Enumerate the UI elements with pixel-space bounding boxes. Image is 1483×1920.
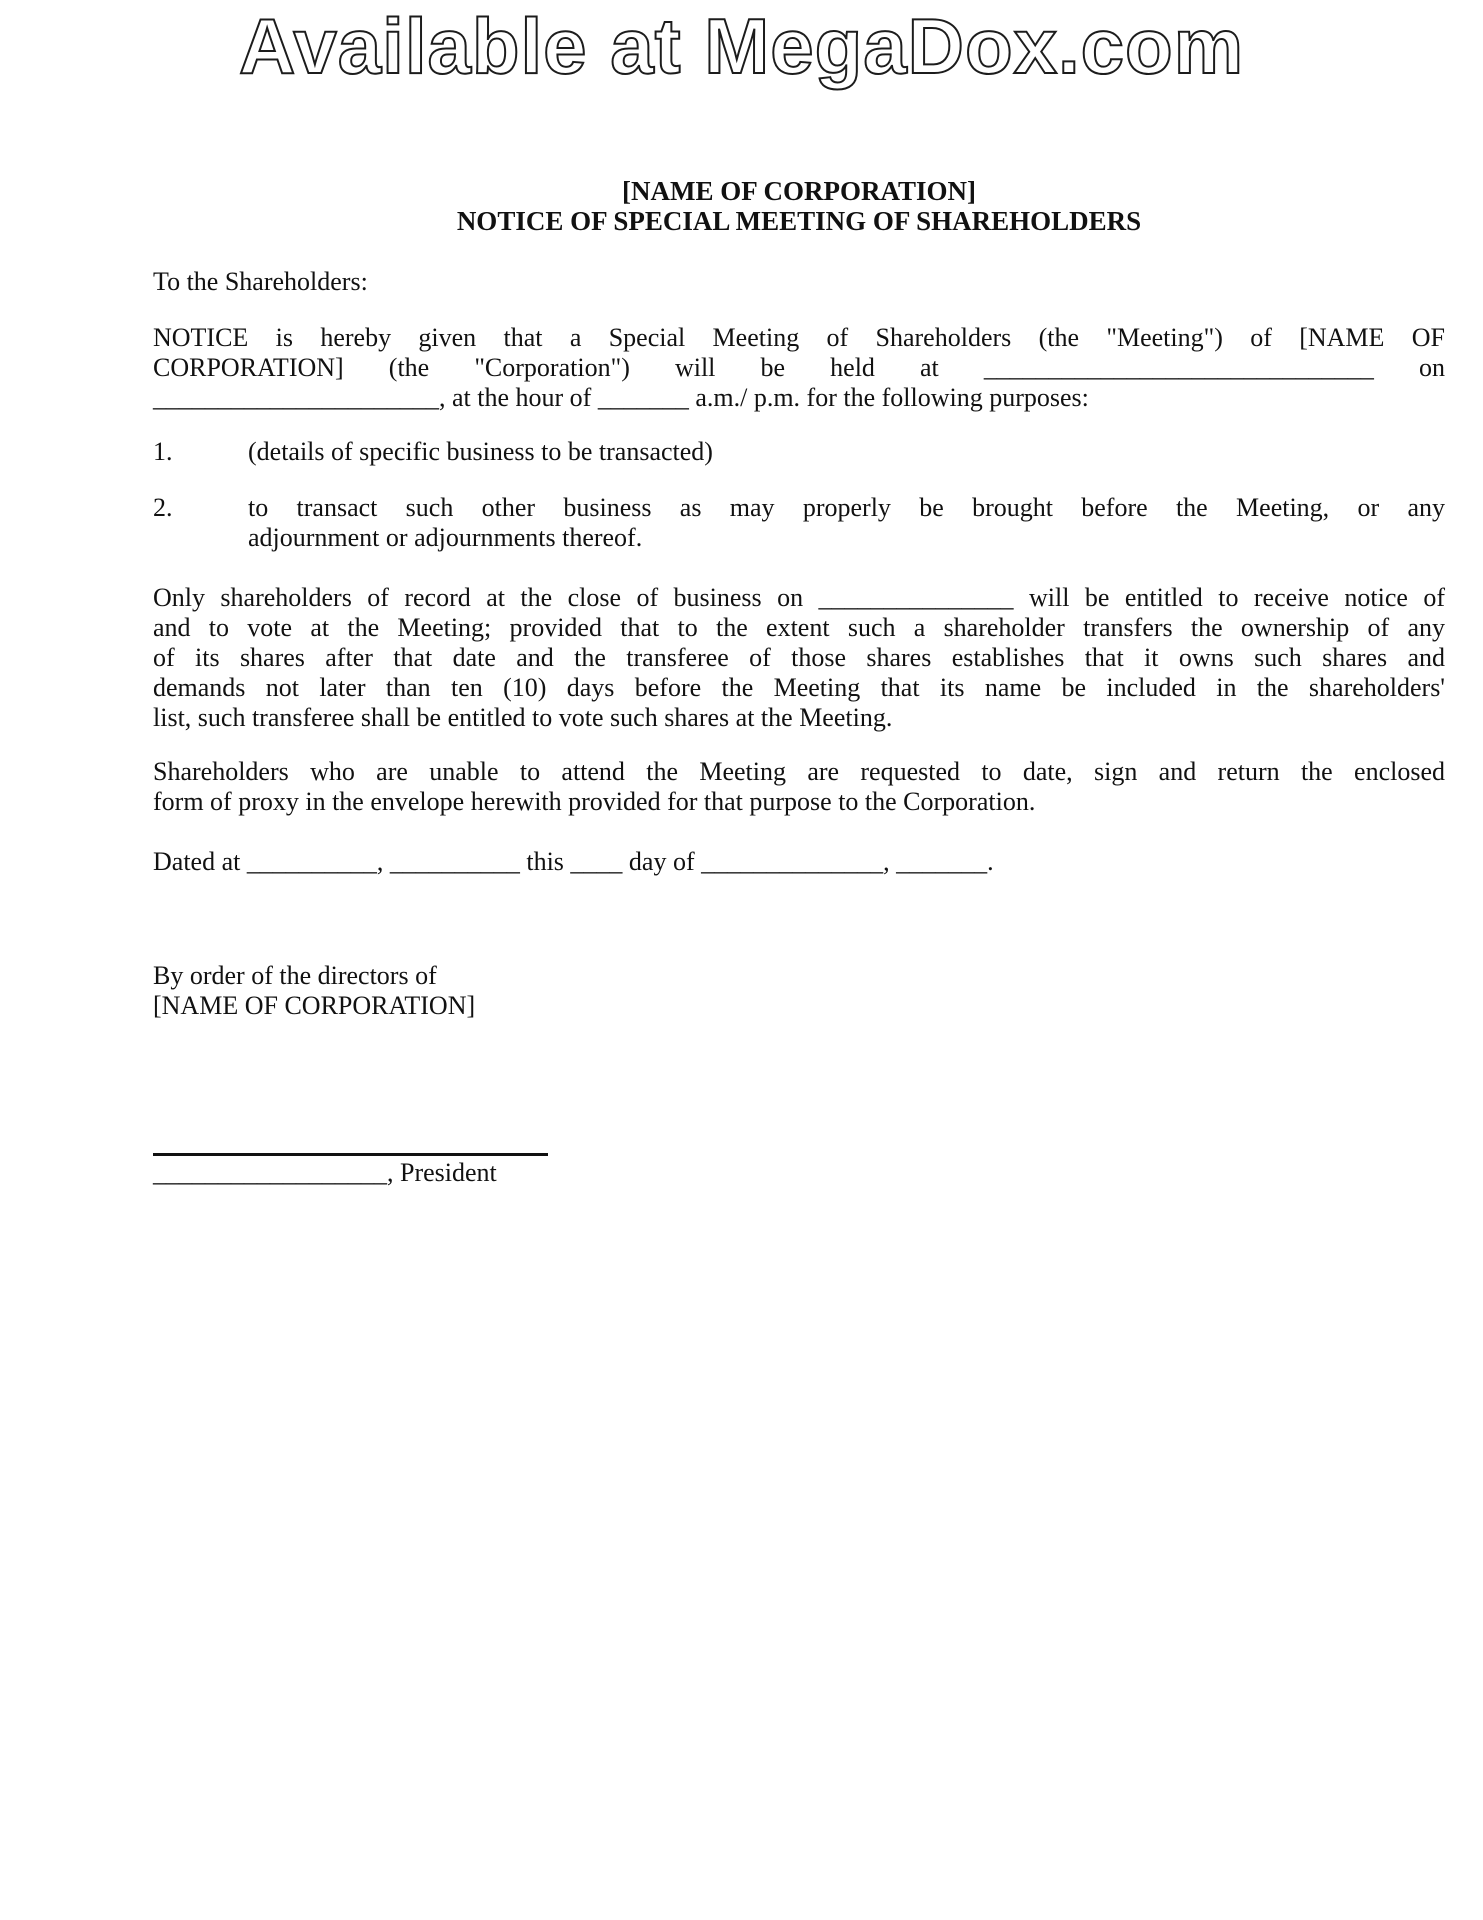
text-line: of its shares after that date and the transferee of those shares establishes that it owns such shares and [153, 643, 1445, 672]
text-line: (details of specific business to be transacted) [248, 437, 713, 466]
signature-block [153, 1153, 1445, 1188]
purposes-list [153, 437, 1445, 553]
president-signature-line: __________________, President [153, 1158, 497, 1187]
text-line: NOTICE is hereby given that a Special Meeting of Shareholders (the "Meeting") of [NAME OF [153, 323, 1445, 352]
signature-rule [153, 1153, 548, 1156]
record-date-paragraph [153, 583, 1445, 733]
text-line: adjournment or adjournments thereof. [248, 523, 643, 552]
dated-line: Dated at __________, __________ this ____ day of ______________, _______. [153, 847, 994, 876]
closing-corporation-name: [NAME OF CORPORATION] [153, 991, 476, 1020]
text-line: ______________________, at the hour of _______ a.m./ p.m. for the following purposes: [153, 383, 1089, 412]
text-line: list, such transferee shall be entitled to vote such shares at the Meeting. [153, 703, 893, 732]
notice-paragraph [153, 323, 1445, 413]
text-line: form of proxy in the envelope herewith provided for that purpose to the Corporation. [153, 787, 1036, 816]
by-order-line: By order of the directors of [153, 961, 437, 990]
text-line: and to vote at the Meeting; provided that to the extent such a shareholder transfers the ownership of any [153, 613, 1445, 642]
text-line: to transact such other business as may properly be brought before the Meeting, or any [248, 493, 1445, 522]
text-line: Only shareholders of record at the close of business on _______________ will be entitled to receive notice of [153, 583, 1445, 612]
closing-block [153, 961, 1445, 1021]
list-item-text [248, 493, 1445, 553]
watermark-text: Available at MegaDox.com [238, 2, 1245, 90]
document-title-block [153, 176, 1445, 236]
salutation: To the Shareholders: [153, 267, 368, 296]
text-line: CORPORATION] (the "Corporation") will be held at ______________________________ on [153, 353, 1445, 382]
document-body [0, 176, 1483, 1188]
text-line: Shareholders who are unable to attend the Meeting are requested to date, sign and return the enclosed [153, 757, 1445, 786]
list-item-number: 2. [153, 493, 173, 522]
list-item [153, 493, 1445, 553]
proxy-paragraph [153, 757, 1445, 817]
list-item [153, 437, 1445, 467]
list-item-text [248, 437, 1445, 467]
notice-title: NOTICE OF SPECIAL MEETING OF SHAREHOLDERS [456, 206, 1142, 236]
list-item-number: 1. [153, 437, 173, 466]
text-line: demands not later than ten (10) days before the Meeting that its name be included in the shareholders' [153, 673, 1445, 702]
corporation-name-title: [NAME OF CORPORATION] [622, 176, 976, 206]
